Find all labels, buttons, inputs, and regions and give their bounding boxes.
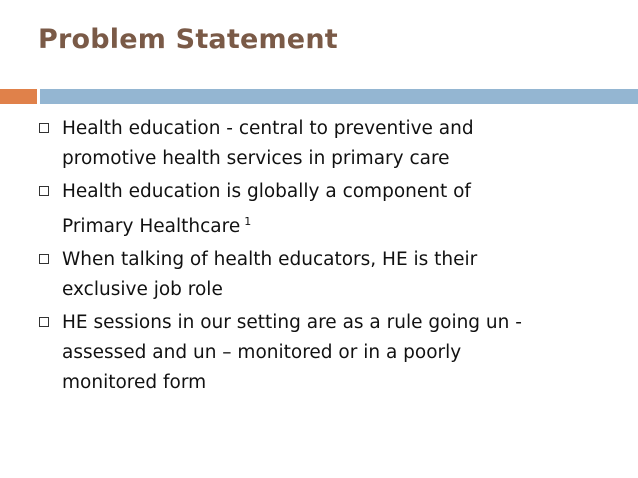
bullet-line: HE sessions in our setting are as a rule going un - (62, 312, 522, 333)
square-bullet-icon (39, 254, 49, 264)
bullet-line: monitored form (62, 372, 207, 393)
title-rule-accent-blue (40, 89, 638, 104)
bullet-line: Primary Healthcare (62, 216, 241, 237)
footnote-reference: 1 (244, 215, 252, 228)
square-bullet-icon (39, 317, 49, 327)
square-bullet-icon (39, 186, 49, 196)
bullet-line: When talking of health educators, HE is their (62, 249, 478, 270)
bullet-item (38, 177, 618, 242)
bullet-line: Health education - central to preventive and (62, 118, 474, 139)
title-rule-accent-orange (0, 89, 37, 104)
bullet-line: promotive health services in primary care (62, 148, 450, 169)
bullet-item (38, 308, 618, 398)
bullet-list (38, 114, 618, 401)
square-bullet-icon (39, 123, 49, 133)
bullet-line: exclusive job role (62, 279, 223, 300)
bullet-line: Health education is globally a component of (62, 181, 471, 202)
bullet-item (38, 114, 618, 174)
bullet-line: assessed and un – monitored or in a poorly (62, 342, 462, 363)
slide-title: Problem Statement (38, 24, 338, 55)
bullet-item (38, 245, 618, 305)
